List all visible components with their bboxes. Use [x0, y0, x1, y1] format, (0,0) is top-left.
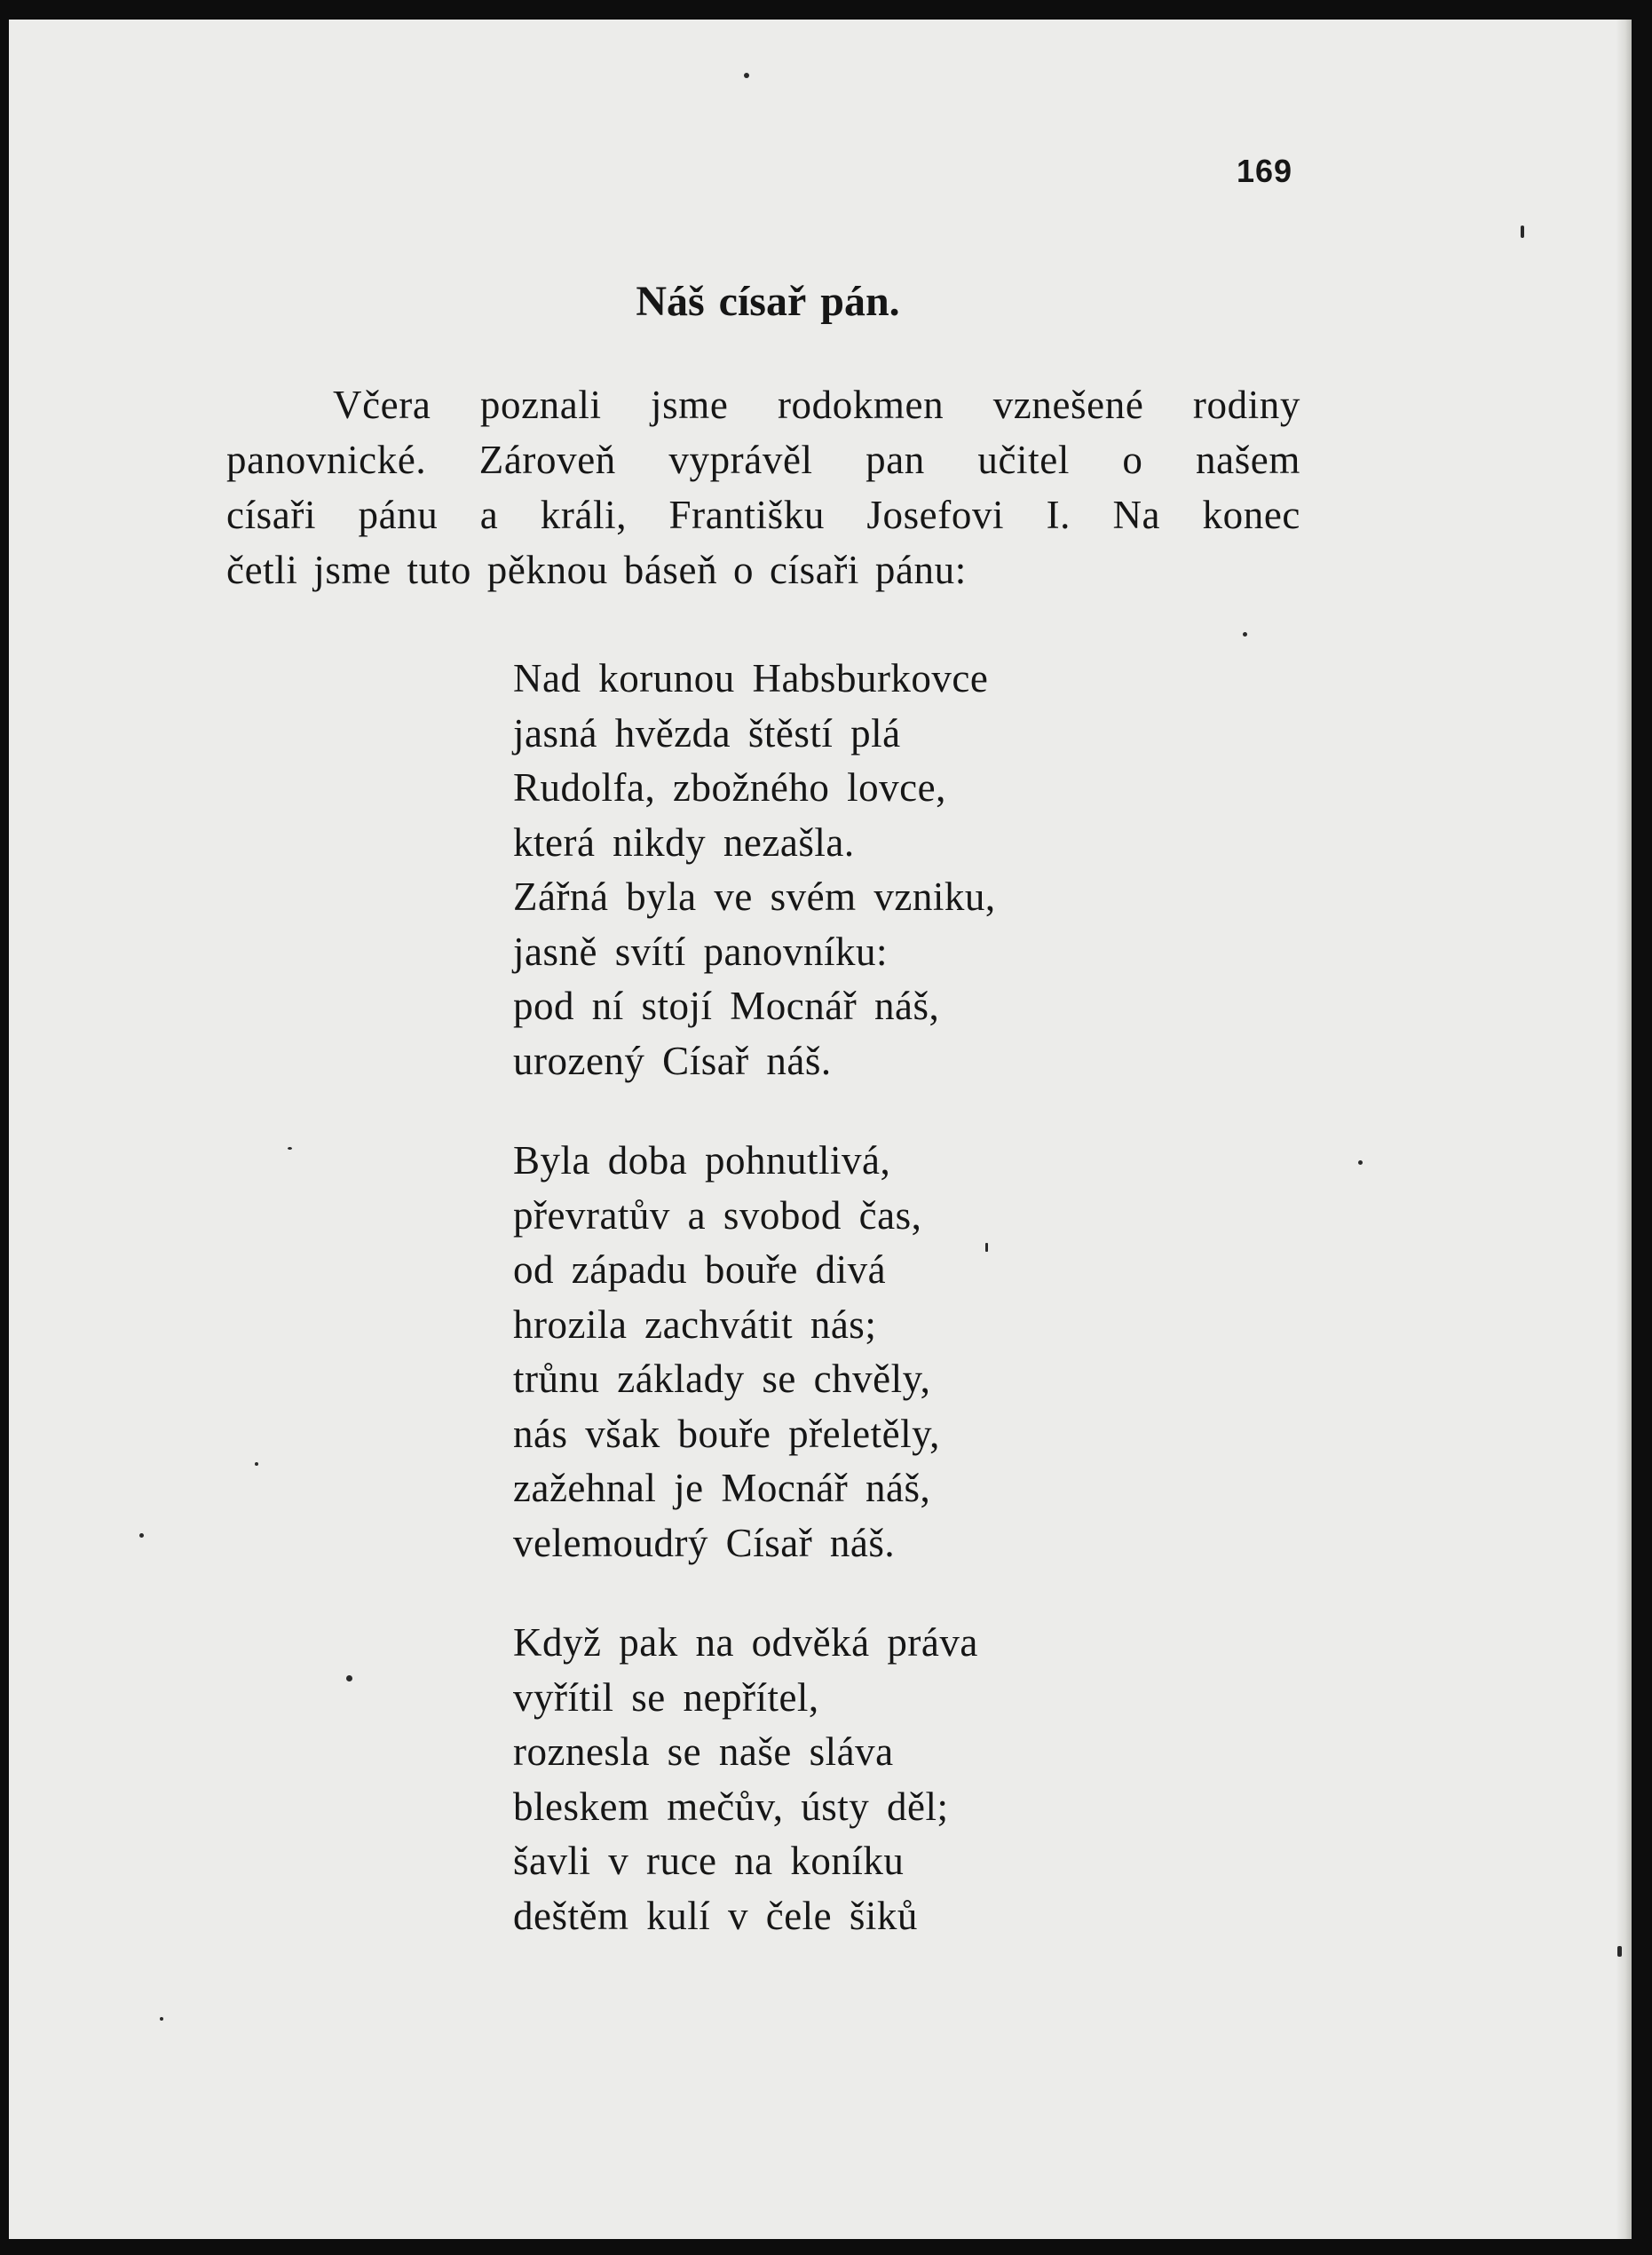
- scan-speck: [255, 1462, 258, 1466]
- intro-line: Včera poznali jsme rodokmen vznešené rodiny: [333, 383, 1300, 427]
- poem-verse: zažehnal je Mocnář náš,: [513, 1466, 931, 1510]
- poem-verse: od západu bouře divá: [513, 1247, 887, 1292]
- poem-verse: hrozila zachvátit nás;: [513, 1302, 877, 1347]
- poem-verse: roznesla se naše sláva: [513, 1729, 894, 1774]
- poem-verse: která nikdy nezašla.: [513, 819, 855, 865]
- poem-verse: vyřítil se nepřítel,: [513, 1674, 819, 1720]
- poem-verse: šavli v ruce na koníku: [513, 1839, 905, 1883]
- scan-speck: [985, 1243, 988, 1252]
- scan-speck: [1617, 1946, 1622, 1957]
- intro-line: panovnické. Zároveň vyprávěl pan učitel o našem: [226, 438, 1300, 482]
- poem-stanza-1: [513, 652, 996, 1088]
- intro-line: četli jsme tuto pěknou báseň o císaři pánu:: [226, 548, 967, 592]
- poem-verse: urozený Císař náš.: [513, 1038, 832, 1083]
- poem-verse: Zářná byla ve svém vzniku,: [513, 874, 996, 919]
- poem-verse: jasně svítí panovníku:: [513, 929, 888, 974]
- poem-verse: Byla doba pohnutlivá,: [513, 1138, 891, 1183]
- page-number: 169: [1237, 153, 1293, 189]
- book-page: [9, 20, 1632, 2239]
- intro-line: císaři pánu a králi, Františku Josefovi I. Na konec: [226, 493, 1300, 537]
- scan-speck: [346, 1675, 352, 1681]
- poem-verse: deštěm kulí v čele šiků: [513, 1893, 918, 1938]
- scan-speck: [744, 73, 749, 78]
- scan-speck: [160, 2017, 163, 2021]
- poem-verse: nás však bouře přeletěly,: [513, 1411, 940, 1456]
- poem-verse: Když pak na odvěká práva: [513, 1620, 978, 1665]
- poem-verse: velemoudrý Císař náš.: [513, 1520, 896, 1565]
- poem-stanza-2: [513, 1134, 940, 1571]
- page-edge-shadow: [1616, 20, 1632, 2239]
- poem-verse: bleskem mečův, ústy děl;: [513, 1784, 949, 1829]
- scan-speck: [139, 1533, 144, 1538]
- scan-speck: [1521, 226, 1524, 238]
- poem-verse: převratův a svobod čas,: [513, 1192, 922, 1238]
- poem-verse: jasná hvězda štěstí plá: [513, 710, 901, 756]
- poem-verse: Rudolfa, zbožného lovce,: [513, 765, 946, 810]
- poem-verse: Nad korunou Habsburkovce: [513, 656, 989, 700]
- intro-paragraph: [226, 377, 1300, 597]
- poem-verse: pod ní stojí Mocnář náš,: [513, 984, 940, 1028]
- chapter-title: Náš císař pán.: [636, 278, 900, 325]
- scan-speck: [1358, 1160, 1363, 1165]
- poem-verse: trůnu základy se chvěly,: [513, 1357, 931, 1401]
- scan-speck: [288, 1147, 292, 1150]
- scan-speck: [1243, 632, 1247, 637]
- poem-stanza-3: [513, 1616, 978, 1943]
